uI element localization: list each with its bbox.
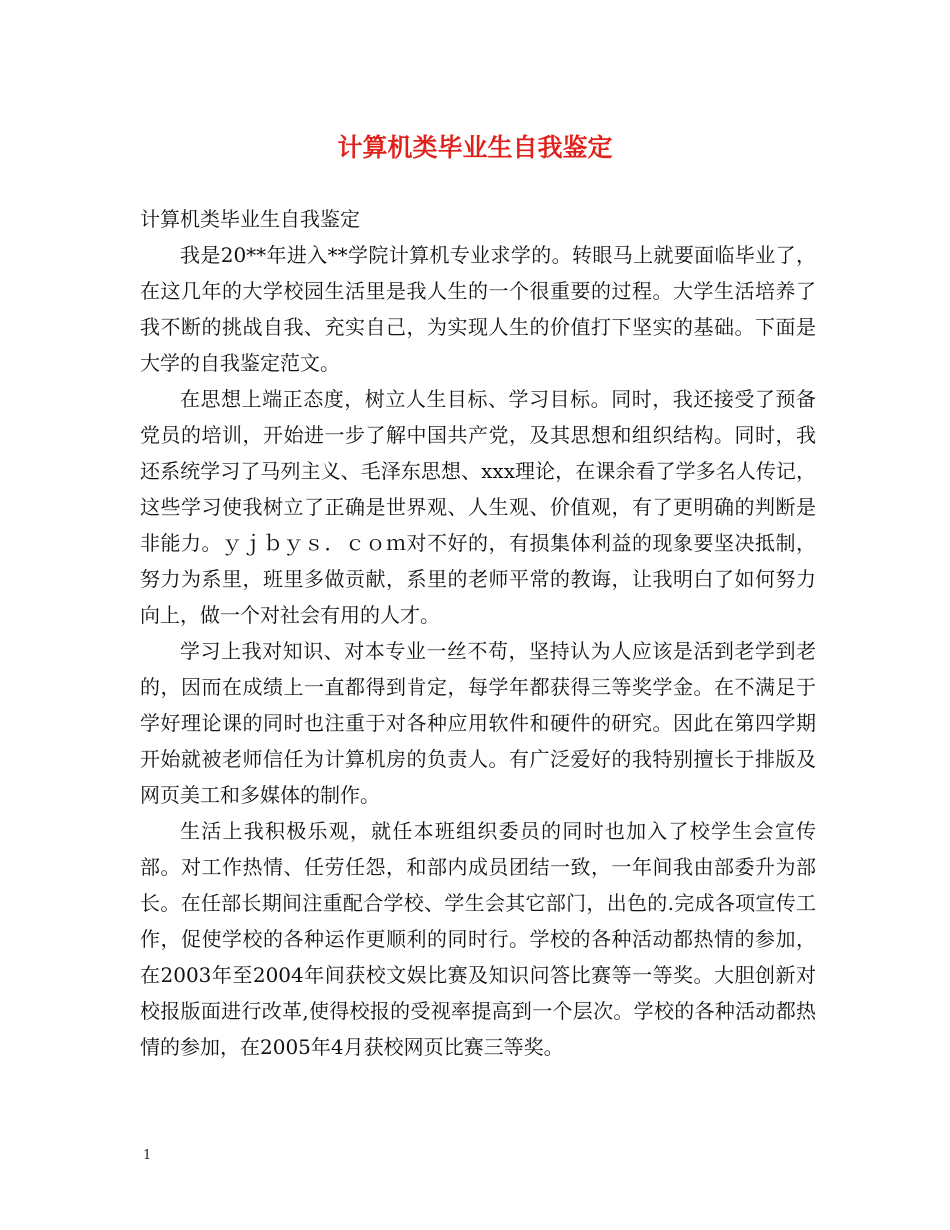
page-number: 1 (143, 1148, 152, 1163)
document-subheading: 计算机类毕业生自我鉴定 (140, 207, 360, 231)
paragraph-life: 生活上我积极乐观，就任本班组织委员的同时也加入了校学生会宣传部。对工作热情、任劳任怨，和部内成员团结一致，一年间我由部委升为部长。在任部长期间注重配合学校、学生会其它部门，出色的.完成各项宣传工作，促使学校的各种运作更顺利的同时行。学校的各种活动都热情的参加，在2003年至2004年间获校文娱比赛及知识问答比赛等一等奖。大胆创新对校报版面进行改革,使得校报的受视率提高到一个层次。学校的各种活动都热情的参加，在2005年4月获校网页比赛三等奖。 (140, 819, 816, 1059)
document-title: 计算机类毕业生自我鉴定 (337, 133, 613, 162)
paragraph-intro: 我是20**年进入**学院计算机专业求学的。转眼马上就要面临毕业了，在这几年的大学校园生活里是我人生的一个很重要的过程。大学生活培养了我不断的挑战自我、充实自己，为实现人生的价值打下坚实的基础。下面是大学的自我鉴定范文。 (140, 243, 816, 375)
paragraph-ideology: 在思想上端正态度，树立人生目标、学习目标。同时，我还接受了预备党员的培训，开始进一步了解中国共产党，及其思想和组织结构。同时，我还系统学习了马列主义、毛泽东思想、xxx理论，在课余看了学多名人传记，这些学习使我树立了正确是世界观、人生观、价值观，有了更明确的判断是非能力。ｙｊｂｙｓ．ｃｏｍ对不好的，有损集体利益的现象要坚决抵制，努力为系里，班里多做贡献，系里的老师平常的教诲，让我明白了如何努力向上，做一个对社会有用的人才。 (140, 387, 816, 627)
document-body (140, 201, 816, 1065)
paragraph-study: 学习上我对知识、对本专业一丝不苟，坚持认为人应该是活到老学到老的，因而在成绩上一直都得到肯定，每学年都获得三等奖学金。在不满足于学好理论课的同时也注重于对各种应用软件和硬件的研究。因此在第四学期开始就被老师信任为计算机房的负责人。有广泛爱好的我特别擅长于排版及网页美工和多媒体的制作。 (140, 639, 816, 807)
